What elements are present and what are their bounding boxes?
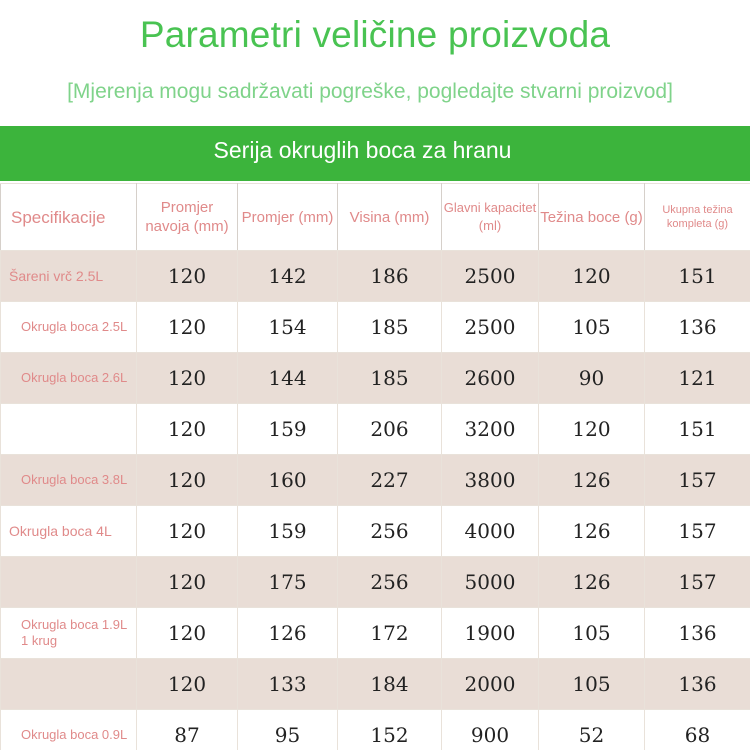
header-cell: Promjer navoja (mm) xyxy=(137,184,238,251)
value-cell: 185 xyxy=(338,353,442,404)
value-cell: 2000 xyxy=(442,659,539,710)
value-cell: 105 xyxy=(539,659,645,710)
value-cell: 157 xyxy=(645,557,750,608)
value-cell: 126 xyxy=(539,506,645,557)
table-row xyxy=(1,557,750,608)
value-cell: 142 xyxy=(238,251,338,302)
value-cell: 87 xyxy=(137,710,238,750)
value-cell: 184 xyxy=(338,659,442,710)
value-cell: 157 xyxy=(645,506,750,557)
value-cell: 172 xyxy=(338,608,442,659)
value-cell: 120 xyxy=(137,608,238,659)
value-cell: 95 xyxy=(238,710,338,750)
table-row xyxy=(1,353,750,404)
value-cell: 256 xyxy=(338,506,442,557)
spec-name-cell xyxy=(1,557,137,608)
spec-table xyxy=(0,183,750,750)
value-cell: 120 xyxy=(539,404,645,455)
value-cell: 160 xyxy=(238,455,338,506)
value-cell: 4000 xyxy=(442,506,539,557)
value-cell: 186 xyxy=(338,251,442,302)
header-cell: Visina (mm) xyxy=(338,184,442,251)
value-cell: 185 xyxy=(338,302,442,353)
spec-name-cell: Okrugla boca 2.5L xyxy=(1,302,137,353)
spec-name-cell: Okrugla boca 4L xyxy=(1,506,137,557)
value-cell: 3200 xyxy=(442,404,539,455)
table-row xyxy=(1,455,750,506)
value-cell: 120 xyxy=(137,353,238,404)
header-cell: Promjer (mm) xyxy=(238,184,338,251)
value-cell: 2500 xyxy=(442,251,539,302)
value-cell: 120 xyxy=(137,251,238,302)
value-cell: 2600 xyxy=(442,353,539,404)
value-cell: 227 xyxy=(338,455,442,506)
series-label: Serija okruglih boca za hranu xyxy=(213,137,512,163)
value-cell: 256 xyxy=(338,557,442,608)
value-cell: 120 xyxy=(137,659,238,710)
spec-name-cell: Okrugla boca 0.9L xyxy=(1,710,137,750)
value-cell: 5000 xyxy=(442,557,539,608)
value-cell: 159 xyxy=(238,506,338,557)
value-cell: 157 xyxy=(645,455,750,506)
table-row xyxy=(1,608,750,659)
value-cell: 144 xyxy=(238,353,338,404)
value-cell: 206 xyxy=(338,404,442,455)
value-cell: 154 xyxy=(238,302,338,353)
value-cell: 105 xyxy=(539,302,645,353)
value-cell: 68 xyxy=(645,710,750,750)
spec-name-cell xyxy=(1,404,137,455)
value-cell: 105 xyxy=(539,608,645,659)
table-row xyxy=(1,506,750,557)
value-cell: 159 xyxy=(238,404,338,455)
spec-name-cell: Šareni vrč 2.5L xyxy=(1,251,137,302)
value-cell: 126 xyxy=(539,557,645,608)
value-cell: 900 xyxy=(442,710,539,750)
spec-name-cell xyxy=(1,659,137,710)
value-cell: 120 xyxy=(539,251,645,302)
spec-name-cell: Okrugla boca 2.6L xyxy=(1,353,137,404)
table-row xyxy=(1,251,750,302)
value-cell: 120 xyxy=(137,455,238,506)
spec-name-cell: Okrugla boca 1.9L 1 krug xyxy=(1,608,137,659)
header-cell: Težina boce (g) xyxy=(539,184,645,251)
value-cell: 120 xyxy=(137,506,238,557)
value-cell: 126 xyxy=(238,608,338,659)
header-cell: Glavni kapacitet (ml) xyxy=(442,184,539,251)
value-cell: 136 xyxy=(645,659,750,710)
value-cell: 120 xyxy=(137,404,238,455)
value-cell: 52 xyxy=(539,710,645,750)
value-cell: 1900 xyxy=(442,608,539,659)
value-cell: 136 xyxy=(645,608,750,659)
value-cell: 90 xyxy=(539,353,645,404)
value-cell: 2500 xyxy=(442,302,539,353)
page-title: Parametri veličine proizvoda xyxy=(139,14,611,55)
value-cell: 152 xyxy=(338,710,442,750)
value-cell: 133 xyxy=(238,659,338,710)
value-cell: 151 xyxy=(645,251,750,302)
value-cell: 121 xyxy=(645,353,750,404)
page-subtitle: [Mjerenja mogu sadržavati pogreške, pogledajte stvarni proizvod] xyxy=(67,80,673,103)
value-cell: 175 xyxy=(238,557,338,608)
spec-name-cell: Okrugla boca 3.8L xyxy=(1,455,137,506)
value-cell: 120 xyxy=(137,302,238,353)
value-cell: 136 xyxy=(645,302,750,353)
header-row xyxy=(1,184,750,251)
value-cell: 3800 xyxy=(442,455,539,506)
table-row xyxy=(1,302,750,353)
value-cell: 120 xyxy=(137,557,238,608)
header-cell: Ukupna težina kompleta (g) xyxy=(645,184,750,251)
value-cell: 126 xyxy=(539,455,645,506)
value-cell: 151 xyxy=(645,404,750,455)
table-row xyxy=(1,404,750,455)
header-cell: Specifikacije xyxy=(1,184,137,251)
table-row xyxy=(1,710,750,750)
series-banner xyxy=(0,126,750,181)
table-row xyxy=(1,659,750,710)
